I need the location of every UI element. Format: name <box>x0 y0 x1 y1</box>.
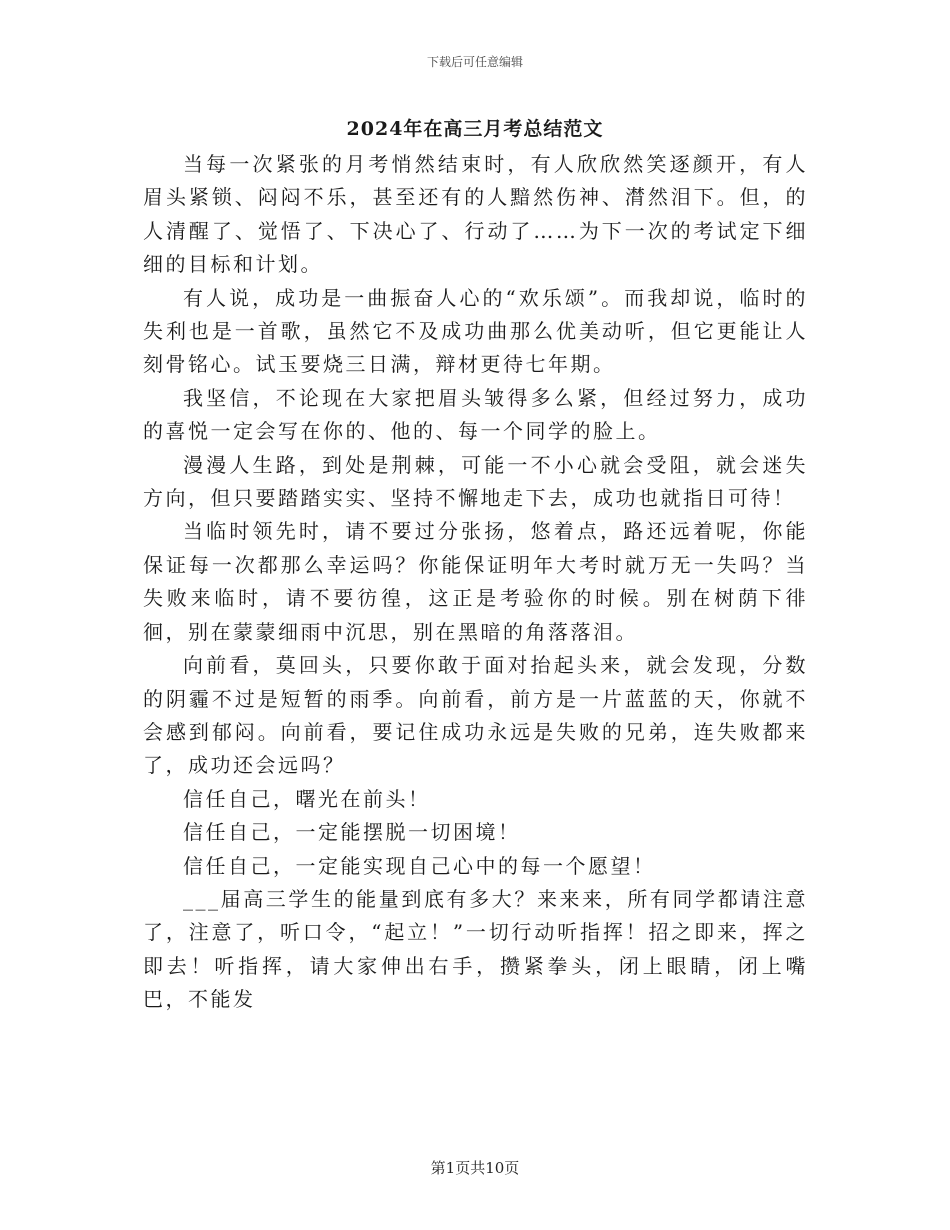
paragraph: 信任自己，曙光在前头！ <box>183 786 431 811</box>
paragraph: 漫漫人生路，到处是荆棘，可能一不小心就会受阻，就会迷失方向，但只要踏踏实实、坚持不懈地走下去，成功也就指日可待！ <box>143 452 808 511</box>
paragraph: 有人说，成功是一曲振奋人心的“欢乐颂”。而我却说，临时的失利也是一首歌，虽然它不及成功曲那么优美动听，但它更能让人刻骨铭心。试玉要烧三日满，辩材更待七年期。 <box>143 285 808 377</box>
paragraph: 当每一次紧张的月考悄然结束时，有人欣欣然笑逐颜开，有人眉头紧锁、闷闷不乐，甚至还有的人黯然伤神、潸然泪下。但，的人清醒了、觉悟了、下决心了、行动了……为下一次的考试定下细细的目标和计划。 <box>143 152 808 277</box>
page-footer: 第1页共10页 <box>430 1159 520 1177</box>
paragraph: 当临时领先时，请不要过分张扬，悠着点，路还远着呢，你能保证每一次都那么幸运吗？你能保证明年大考时就万无一失吗？当失败来临时，请不要彷徨，这正是考验你的时候。别在树荫下徘徊，别在蒙蒙细雨中沉思，别在黑暗的角落落泪。 <box>143 519 808 644</box>
document-title: 2024年在高三月考总结范文 <box>346 118 604 140</box>
header-note: 下载后可任意编辑 <box>426 55 523 69</box>
paragraph: ___届高三学生的能量到底有多大？来来来，所有同学都请注意了，注意了，听口令，“起立！”一切行动听指挥！招之即来，挥之即去！听指挥，请大家伸出右手，攒紧拳头，闭上眼睛，闭上嘴巴，不能发 <box>143 886 808 1012</box>
paragraph: 信任自己，一定能实现自己心中的每一个愿望！ <box>183 853 656 878</box>
paragraph: 我坚信，不论现在大家把眉头皱得多么紧，但经过努力，成功的喜悦一定会写在你的、他的、每一个同学的脸上。 <box>143 385 808 444</box>
document-body <box>143 148 808 1017</box>
paragraph: 信任自己，一定能摆脱一切困境！ <box>183 820 521 845</box>
paragraph: 向前看，莫回头，只要你敢于面对抬起头来，就会发现，分数的阴霾不过是短暂的雨季。向前看，前方是一片蓝蓝的天，你就不会感到郁闷。向前看，要记住成功永远是失败的兄弟，连失败都来了，成功还会远吗？ <box>143 653 808 778</box>
